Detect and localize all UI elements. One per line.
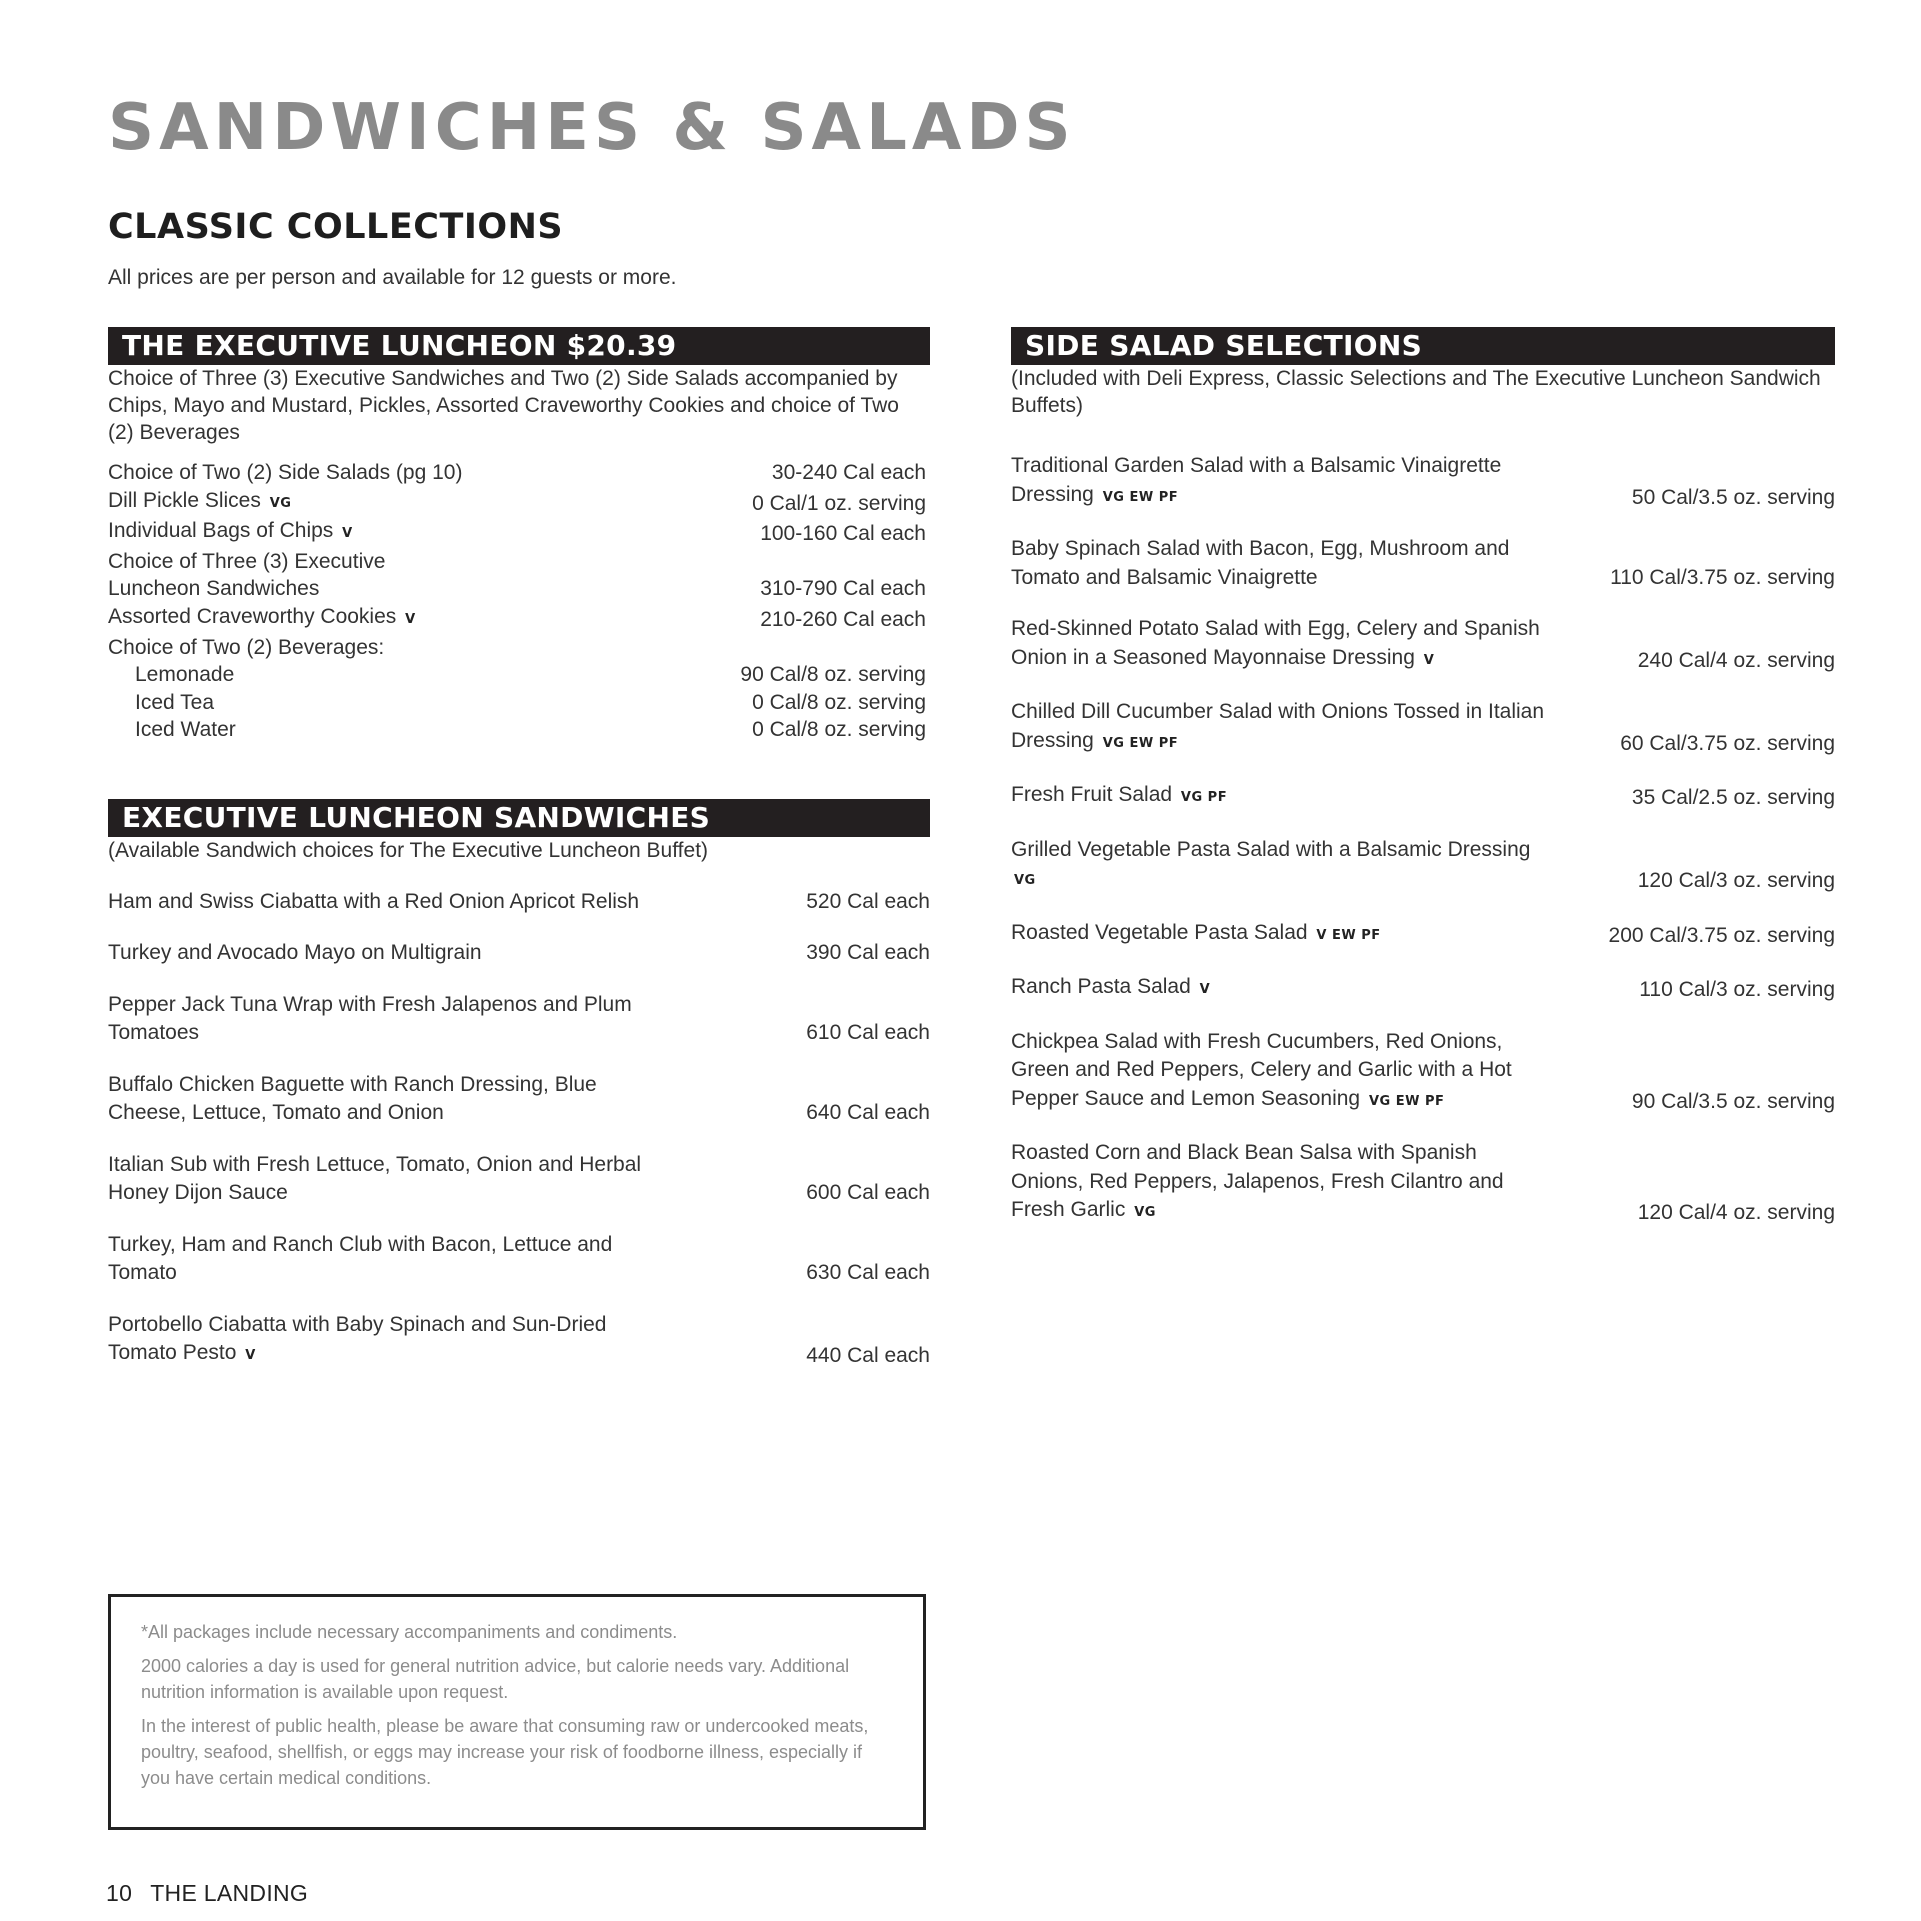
item-name-text: Red-Skinned Potato Salad with Egg, Celery and Spanish Onion in a Seasoned Mayonnaise Dressing <box>1011 617 1540 669</box>
item-name <box>1011 1028 1551 1117</box>
dietary-tag: V <box>1199 982 1211 997</box>
item-name <box>108 991 678 1048</box>
item-name-text: Turkey, Ham and Ranch Club with Bacon, Lettuce and Tomato <box>108 1232 613 1285</box>
side-salads-description: (Included with Deli Express, Classic Selections and The Executive Luncheon Sandwich Buffets) <box>1011 367 1821 417</box>
left-column <box>108 327 930 1394</box>
calorie-info: 30-240 Cal each <box>771 461 926 484</box>
item-name-text: Turkey and Avocado Mayo on Multigrain <box>108 941 482 965</box>
calorie-info: 210-260 Cal each <box>760 607 926 631</box>
sandwich-item <box>108 1071 930 1128</box>
sandwich-item <box>108 1151 930 1208</box>
page-number: 10 <box>106 1880 133 1906</box>
item-name <box>1011 836 1551 896</box>
item-name-text: Assorted Craveworthy Cookies <box>108 604 397 628</box>
dietary-tag: VG EW PF <box>1102 735 1179 751</box>
item-name <box>108 689 214 717</box>
item-name-text: Chickpea Salad with Fresh Cucumbers, Red Onions, Green and Red Peppers, Celery and Garlic with a Hot Pepper Sauce and Lemon Seasoning <box>1011 1029 1512 1110</box>
item-name <box>108 1311 678 1371</box>
item-name <box>1011 919 1551 951</box>
item-name-text: Chilled Dill Cucumber Salad with Onions Tossed in Italian Dressing <box>1011 700 1545 752</box>
item-name-text: Roasted Corn and Black Bean Salsa with Spanish Onions, Red Peppers, Jalapenos, Fresh Cilantro and Fresh Garlic <box>1011 1141 1504 1221</box>
item-name-text: Fresh Fruit Salad <box>1011 783 1173 806</box>
item-name <box>1011 781 1551 813</box>
sandwiches-list <box>108 888 930 1371</box>
item-name-text: Luncheon Sandwiches <box>108 577 320 601</box>
calorie-info: 600 Cal each <box>806 1181 930 1205</box>
calorie-info: 310-790 Cal each <box>760 577 926 601</box>
salad-item <box>1011 919 1835 951</box>
item-name-text: Choice of Two (2) Beverages: <box>108 635 385 659</box>
item-name-text: Traditional Garden Salad with a Balsamic Vinaigrette Dressing <box>1011 454 1502 506</box>
calorie-info: 0 Cal/1 oz. serving <box>752 491 926 515</box>
item-name <box>108 487 291 518</box>
item-name <box>108 1231 678 1288</box>
nutrition-notice-box <box>108 1594 926 1830</box>
menu-row <box>108 459 930 487</box>
calorie-info: 50 Cal/3.5 oz. serving <box>1631 485 1835 509</box>
item-name <box>1011 1139 1551 1228</box>
salad-item <box>1011 973 1835 1005</box>
item-name <box>108 661 234 689</box>
side-salads-list <box>1011 452 1835 1228</box>
item-name-text: Roasted Vegetable Pasta Salad <box>1011 920 1308 944</box>
salad-item <box>1011 615 1835 675</box>
item-name-text: Ranch Pasta Salad <box>1011 975 1191 998</box>
calorie-info: 90 Cal/8 oz. serving <box>740 663 926 687</box>
notice-food-safety: In the interest of public health, please be aware that consuming raw or undercooked meats, poultry, seafood, shellfish, or eggs may increase your risk of foodborne illness, especially if you have certain medical conditions. <box>141 1716 869 1788</box>
item-name-text: Choice of Two (2) Side Salads (pg 10) <box>108 461 463 484</box>
item-name-text: Buffalo Chicken Baguette with Ranch Dressing, Blue Cheese, Lettuce, Tomato and Onion <box>108 1072 597 1125</box>
menu-row <box>108 575 930 603</box>
menu-row <box>108 487 930 518</box>
item-name <box>108 634 384 662</box>
notice-calories: 2000 calories a day is used for general nutrition advice, but calorie needs vary. Additional nutrition information is available upon request. <box>141 1656 850 1702</box>
menu-row <box>108 517 930 548</box>
sandwich-item <box>108 991 930 1048</box>
dietary-tag: V <box>342 526 353 542</box>
calorie-info: 100-160 Cal each <box>760 522 926 546</box>
dietary-tag: VG <box>1134 1205 1156 1220</box>
item-name <box>108 603 416 634</box>
calorie-info: 120 Cal/4 oz. serving <box>1637 1201 1835 1224</box>
item-name-text: Individual Bags of Chips <box>108 519 334 543</box>
item-name <box>108 459 462 487</box>
item-name <box>1011 615 1551 675</box>
salad-item <box>1011 781 1835 813</box>
salad-item <box>1011 1028 1835 1117</box>
item-name-text: Grilled Vegetable Pasta Salad with a Balsamic Dressing <box>1011 837 1531 861</box>
page-title: SANDWICHES & SALADS <box>108 91 1076 165</box>
sandwich-item <box>108 1231 930 1288</box>
dietary-tag: VG <box>269 495 292 511</box>
item-name <box>108 888 678 917</box>
calorie-info: 90 Cal/3.5 oz. serving <box>1631 1089 1835 1113</box>
sandwich-item <box>108 1311 930 1371</box>
calorie-info: 0 Cal/8 oz. serving <box>752 690 926 714</box>
item-name-text: Dill Pickle Slices <box>108 488 261 512</box>
calorie-info: 240 Cal/4 oz. serving <box>1637 648 1835 672</box>
item-name <box>108 1071 678 1128</box>
dietary-tag: V <box>245 1348 256 1364</box>
sandwiches-description: (Available Sandwich choices for The Executive Luncheon Buffet) <box>108 838 709 862</box>
item-name <box>1011 452 1551 512</box>
side-salads-header: SIDE SALAD SELECTIONS <box>1011 327 1835 365</box>
item-name-text: Portobello Ciabatta with Baby Spinach and Sun-Dried Tomato Pesto <box>108 1312 607 1365</box>
dietary-tag: V <box>405 611 416 627</box>
calorie-info: 390 Cal each <box>806 941 930 965</box>
executive-luncheon-description: Choice of Three (3) Executive Sandwiches and Two (2) Side Salads accompanied by Chips, Mayo and Mustard, Pickles, Assorted Craveworthy Cookies and choice of Two (2) Beverages <box>108 367 899 444</box>
item-name <box>1011 698 1551 758</box>
page-footer <box>106 1880 308 1907</box>
calorie-info: 110 Cal/3.75 oz. serving <box>1610 565 1835 589</box>
menu-row <box>108 603 930 634</box>
item-name <box>108 716 236 744</box>
salad-item <box>1011 1139 1835 1228</box>
calorie-info: 110 Cal/3 oz. serving <box>1639 978 1835 1001</box>
menu-row <box>108 661 930 689</box>
calorie-info: 35 Cal/2.5 oz. serving <box>1631 786 1835 809</box>
section-title: CLASSIC COLLECTIONS <box>108 207 564 247</box>
item-name <box>108 548 385 576</box>
salad-item <box>1011 535 1835 592</box>
item-name-text: Pepper Jack Tuna Wrap with Fresh Jalapenos and Plum Tomatoes <box>108 992 632 1045</box>
menu-row <box>108 634 930 662</box>
dietary-tag: VG PF <box>1180 790 1228 805</box>
calorie-info: 520 Cal each <box>806 889 930 913</box>
calorie-info: 440 Cal each <box>806 1344 930 1368</box>
dietary-tag: VG EW PF <box>1368 1093 1445 1109</box>
calorie-info: 0 Cal/8 oz. serving <box>752 718 926 742</box>
right-column <box>1011 327 1835 1251</box>
calorie-info: 120 Cal/3 oz. serving <box>1637 869 1835 892</box>
calorie-info: 200 Cal/3.75 oz. serving <box>1608 923 1835 947</box>
item-name <box>108 1151 678 1208</box>
dietary-tag: V EW PF <box>1316 927 1381 943</box>
calorie-info: 610 Cal each <box>806 1021 930 1045</box>
salad-item <box>1011 698 1835 758</box>
sandwich-item <box>108 888 930 917</box>
calorie-info: 60 Cal/3.75 oz. serving <box>1620 731 1835 755</box>
item-name-text: Ham and Swiss Ciabatta with a Red Onion Apricot Relish <box>108 889 640 913</box>
menu-row <box>108 548 930 576</box>
item-name <box>108 575 319 603</box>
sandwiches-header: EXECUTIVE LUNCHEON SANDWICHES <box>108 799 930 837</box>
salad-item <box>1011 452 1835 512</box>
item-name-text: Choice of Three (3) Executive <box>108 549 386 573</box>
item-name-text: Iced Water <box>135 718 236 742</box>
item-name-text: Lemonade <box>135 663 235 687</box>
item-name-text: Baby Spinach Salad with Bacon, Egg, Mushroom and Tomato and Balsamic Vinaigrette <box>1011 537 1510 589</box>
dietary-tag: VG EW PF <box>1102 489 1179 505</box>
item-name <box>108 939 678 968</box>
dietary-tag: V <box>1423 652 1435 668</box>
item-name-text: Iced Tea <box>135 690 215 714</box>
item-name <box>1011 535 1551 592</box>
item-name <box>1011 973 1551 1005</box>
item-name <box>108 517 353 548</box>
dietary-tag: VG <box>1014 873 1036 888</box>
sandwich-item <box>108 939 930 968</box>
executive-luncheon-header: THE EXECUTIVE LUNCHEON $20.39 <box>108 327 930 365</box>
item-name-text: Italian Sub with Fresh Lettuce, Tomato, Onion and Herbal Honey Dijon Sauce <box>108 1152 642 1205</box>
pricing-note: All prices are per person and available for 12 guests or more. <box>108 266 677 289</box>
notice-accompaniments: *All packages include necessary accompaniments and condiments. <box>141 1622 678 1642</box>
salad-item <box>1011 836 1835 896</box>
brand-name: THE LANDING <box>150 1880 309 1906</box>
calorie-info: 640 Cal each <box>806 1101 930 1125</box>
menu-row <box>108 689 930 717</box>
menu-row <box>108 716 930 744</box>
executive-luncheon-list <box>108 459 930 744</box>
calorie-info: 630 Cal each <box>806 1261 930 1285</box>
